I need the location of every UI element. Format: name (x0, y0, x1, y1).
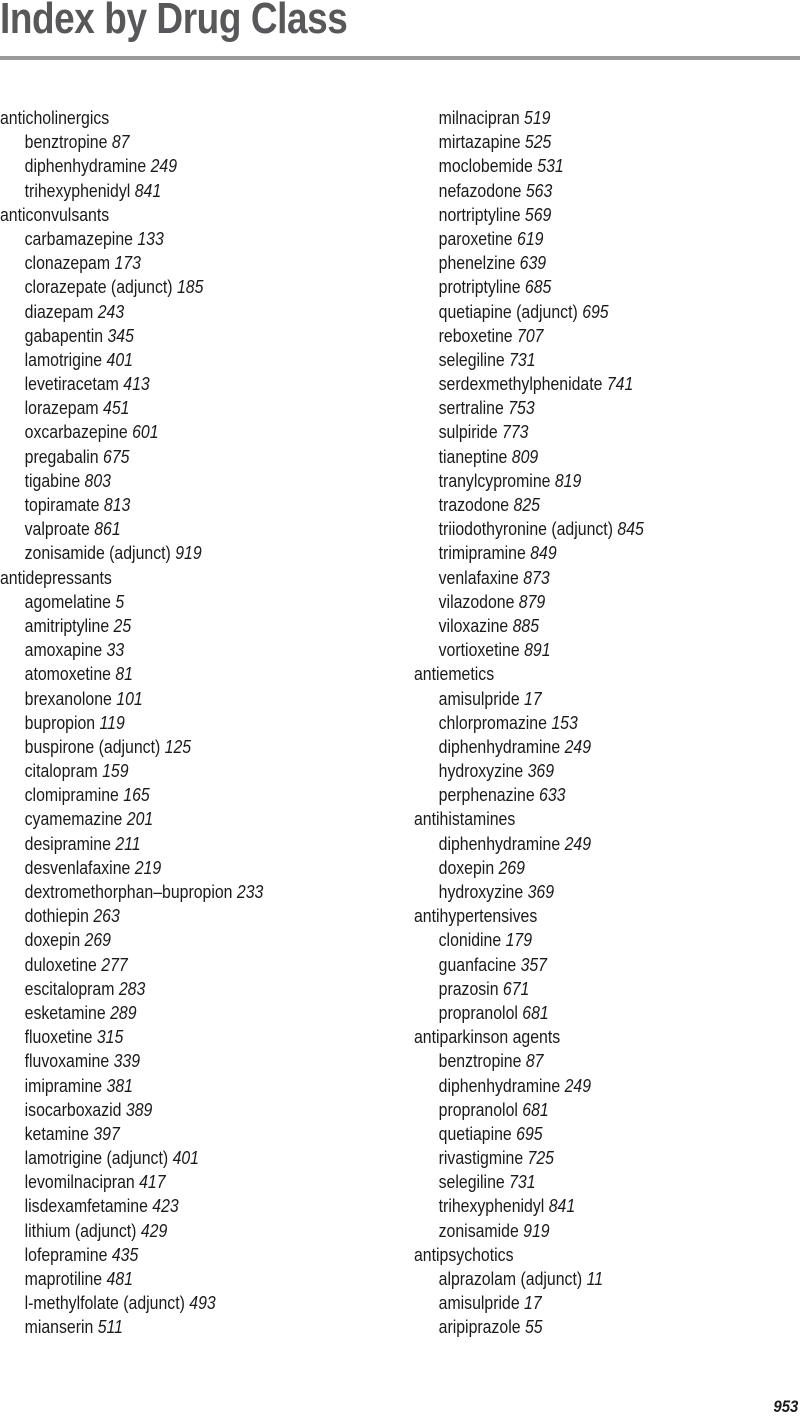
drug-name: desipramine (24, 833, 111, 854)
page-ref: 773 (502, 422, 529, 443)
drug-name: diphenhydramine (438, 1075, 561, 1096)
drug-name: tigabine (24, 470, 81, 491)
drug-name: levetiracetam (24, 374, 119, 395)
index-entry (0, 1267, 263, 1291)
index-entry (0, 759, 263, 783)
index-entry (0, 687, 263, 711)
index-entry (0, 807, 263, 831)
page-ref: 731 (509, 1172, 536, 1193)
drug-name: sertraline (438, 398, 504, 419)
page-ref: 243 (97, 301, 125, 322)
page-ref: 695 (516, 1123, 543, 1144)
index-entry (0, 275, 263, 299)
drug-name: doxepin (438, 857, 495, 878)
index-entry (414, 493, 644, 517)
index-entry (414, 372, 644, 396)
index-entry (0, 783, 263, 807)
page-ref: 753 (508, 398, 535, 419)
drug-name: fluoxetine (24, 1027, 93, 1048)
page-number: 953 (773, 1397, 798, 1416)
page-ref: 87 (525, 1051, 544, 1072)
index-entry (0, 541, 263, 565)
page-ref: 249 (564, 1075, 592, 1096)
drug-name: trihexyphenidyl (24, 180, 131, 201)
index-entry (0, 1194, 263, 1218)
index-entry (0, 856, 263, 880)
page-ref: 451 (103, 398, 130, 419)
index-entry (0, 1122, 263, 1146)
drug-name: trazodone (438, 495, 510, 515)
page-ref: 381 (106, 1075, 133, 1096)
drug-name: clorazepate (adjunct) (24, 277, 173, 298)
index-entry (414, 541, 644, 565)
index-entry (0, 420, 263, 444)
page-ref: 429 (140, 1220, 168, 1241)
drug-name: escitalopram (24, 978, 115, 999)
page-ref: 493 (189, 1293, 216, 1314)
drug-name: diphenhydramine (438, 833, 561, 854)
index-entry (0, 590, 263, 614)
index-entry (414, 1170, 644, 1194)
index-entry (0, 1098, 263, 1122)
index-entry (414, 711, 644, 735)
page-ref: 885 (512, 615, 540, 636)
category-heading: antihypertensives (414, 906, 538, 927)
page-ref: 125 (164, 736, 192, 757)
page-ref: 315 (96, 1027, 124, 1048)
page-ref: 819 (554, 470, 582, 491)
drug-name: duloxetine (24, 954, 97, 975)
category-heading: antidepressants (0, 567, 112, 588)
drug-name: rivastigmine (438, 1148, 524, 1169)
page-ref: 803 (84, 470, 111, 491)
page-ref: 5 (115, 591, 125, 612)
drug-name: amisulpride (438, 1293, 520, 1314)
page-ref: 681 (522, 1002, 549, 1023)
index-entry (414, 1194, 644, 1218)
index-entry (414, 1315, 644, 1339)
drug-name: vilazodone (438, 591, 515, 612)
drug-name: diphenhydramine (438, 736, 561, 757)
drug-name: serdexmethylphenidate (438, 374, 603, 395)
page-ref: 841 (134, 180, 162, 201)
page-ref: 417 (139, 1172, 166, 1193)
page-ref: 725 (527, 1148, 555, 1169)
page-ref: 269 (84, 930, 111, 951)
page-ref: 17 (524, 1293, 542, 1314)
index-entry (0, 832, 263, 856)
index-entry (414, 590, 644, 614)
page-ref: 671 (502, 978, 530, 999)
index-entry (414, 638, 644, 662)
page-ref: 401 (172, 1148, 200, 1169)
page-ref: 249 (564, 736, 592, 757)
index-entry (0, 227, 263, 251)
index-entry (414, 348, 644, 372)
drug-name: prazosin (438, 978, 499, 999)
page-ref: 481 (106, 1269, 133, 1289)
index-entry (0, 445, 263, 469)
index-column-right (414, 106, 675, 1340)
drug-name: mianserin (24, 1317, 94, 1338)
drug-name: oxcarbazepine (24, 422, 128, 443)
index-entry (0, 179, 263, 203)
drug-name: carbamazepine (24, 228, 133, 249)
drug-name: lamotrigine (24, 349, 103, 370)
page-ref: 731 (509, 349, 536, 370)
drug-name: clonidine (438, 930, 502, 951)
drug-name: quetiapine (adjunct) (438, 301, 578, 322)
index-entry (414, 300, 644, 324)
category-heading: anticonvulsants (0, 204, 110, 225)
index-entry (0, 638, 263, 662)
drug-name: reboxetine (438, 325, 513, 346)
drug-name: propranolol (438, 1002, 518, 1023)
index-entry (414, 179, 644, 203)
drug-name: amitriptyline (24, 615, 110, 636)
index-entry (0, 1001, 263, 1025)
index-entry (0, 735, 263, 759)
page-ref: 283 (118, 978, 146, 999)
index-entry (414, 880, 644, 904)
drug-name: valproate (24, 519, 90, 540)
index-entry (0, 517, 263, 541)
page-ref: 153 (551, 712, 578, 733)
index-entry (0, 1291, 263, 1315)
index-entry (0, 396, 263, 420)
index-entry (414, 759, 644, 783)
drug-name: hydroxyzine (438, 761, 524, 782)
drug-name: lithium (adjunct) (24, 1220, 137, 1241)
page-ref: 81 (115, 664, 133, 685)
page-ref: 675 (103, 446, 130, 467)
page-ref: 133 (137, 228, 164, 249)
index-entry (0, 1170, 263, 1194)
drug-name: levomilnacipran (24, 1172, 135, 1193)
drug-name: trimipramine (438, 543, 526, 564)
index-entry (414, 1122, 644, 1146)
page-ref: 233 (236, 882, 264, 902)
page-ref: 825 (513, 495, 540, 515)
index-entry (414, 783, 644, 807)
page-ref: 845 (617, 519, 644, 540)
index-entry (414, 203, 644, 227)
drug-name: trihexyphenidyl (438, 1196, 545, 1217)
category-heading: antiparkinson agents (414, 1027, 561, 1048)
drug-name: triiodothyronine (adjunct) (438, 519, 613, 540)
index-entry (414, 1219, 644, 1243)
drug-name: tianeptine (438, 446, 508, 467)
drug-name: chlorpromazine (438, 712, 547, 733)
category-heading: antihistamines (414, 809, 516, 830)
drug-name: nefazodone (438, 180, 522, 201)
page-ref: 185 (176, 277, 204, 298)
index-entry (0, 711, 263, 735)
page-ref: 179 (505, 930, 533, 951)
drug-name: viloxazine (438, 615, 509, 636)
drug-name: l-methylfolate (adjunct) (24, 1293, 185, 1314)
drug-name: doxepin (24, 930, 81, 951)
index-entry (0, 493, 263, 517)
page-ref: 397 (93, 1123, 120, 1144)
drug-name: lamotrigine (adjunct) (24, 1148, 169, 1169)
drug-name: nortriptyline (438, 204, 521, 225)
page-ref: 891 (524, 640, 551, 661)
category-heading: antiemetics (414, 664, 495, 685)
drug-name: diazepam (24, 301, 94, 322)
page-ref: 435 (111, 1244, 139, 1265)
page-ref: 861 (94, 519, 121, 540)
drug-name: mirtazapine (438, 132, 521, 153)
page-ref: 369 (527, 882, 555, 902)
drug-name: lisdexamfetamine (24, 1196, 148, 1217)
drug-name: phenelzine (438, 253, 516, 274)
page-ref: 423 (152, 1196, 179, 1217)
index-entry (0, 1049, 263, 1073)
index-entry (0, 1315, 263, 1339)
drug-name: clonazepam (24, 253, 111, 274)
index-entry (414, 735, 644, 759)
page-ref: 633 (539, 785, 566, 806)
page-ref: 879 (518, 591, 546, 612)
drug-name: bupropion (24, 712, 96, 733)
index-entry (0, 662, 263, 686)
drug-name: benztropine (24, 132, 108, 153)
page-ref: 173 (114, 253, 141, 274)
category-heading: antipsychotics (414, 1244, 514, 1265)
drug-name: lofepramine (24, 1244, 108, 1265)
index-entry (414, 1267, 644, 1291)
page-ref: 263 (93, 906, 120, 927)
drug-name: vortioxetine (438, 640, 520, 661)
drug-name: diphenhydramine (24, 156, 147, 177)
index-entry (414, 977, 644, 1001)
index-entry (0, 300, 263, 324)
drug-name: protriptyline (438, 277, 521, 298)
page-ref: 277 (101, 954, 128, 975)
index-entry (414, 130, 644, 154)
page-ref: 841 (548, 1196, 576, 1217)
page-ref: 269 (498, 857, 525, 878)
drug-name: agomelatine (24, 591, 111, 612)
index-entry (0, 372, 263, 396)
index-entry (0, 1074, 263, 1098)
drug-name: fluvoxamine (24, 1051, 110, 1072)
page-ref: 813 (103, 495, 131, 515)
page-ref: 165 (123, 785, 150, 806)
index-entry (414, 396, 644, 420)
drug-name: hydroxyzine (438, 882, 524, 902)
index-entry (414, 832, 644, 856)
page-ref: 601 (132, 422, 159, 443)
index-entry (0, 1146, 263, 1170)
page-ref: 101 (116, 688, 143, 709)
index-entry (414, 1098, 644, 1122)
page-ref: 159 (102, 761, 129, 782)
page-ref: 695 (582, 301, 609, 322)
page-ref: 249 (564, 833, 592, 854)
drug-name: imipramine (24, 1075, 103, 1096)
drug-name: tranylcypromine (438, 470, 551, 491)
index-entry (0, 251, 263, 275)
drug-name: amisulpride (438, 688, 520, 709)
index-entry (414, 566, 644, 590)
page-ref: 619 (517, 228, 544, 249)
page-ref: 33 (106, 640, 125, 661)
page-ref: 55 (524, 1317, 543, 1338)
drug-name: paroxetine (438, 228, 513, 249)
index-entry (0, 348, 263, 372)
index-entry (414, 324, 644, 348)
drug-name: dextromethorphan–bupropion (24, 882, 233, 902)
index-entry (0, 469, 263, 493)
index-entry (0, 904, 263, 928)
page-title: Index by Drug Class (0, 0, 348, 43)
page-ref: 413 (123, 374, 150, 395)
page-ref: 531 (537, 156, 564, 177)
index-entry (414, 445, 644, 469)
drug-name: perphenazine (438, 785, 535, 806)
drug-name: clomipramine (24, 785, 119, 806)
index-entry (414, 275, 644, 299)
index-entry (0, 928, 263, 952)
drug-name: zonisamide (438, 1220, 519, 1241)
index-column-left (0, 106, 299, 1340)
page-ref: 873 (523, 567, 550, 588)
page-ref: 741 (606, 374, 634, 395)
page-ref: 87 (111, 132, 130, 153)
drug-name: gabapentin (24, 325, 104, 346)
page-ref: 685 (524, 277, 552, 298)
index-entry (414, 856, 644, 880)
drug-name: topiramate (24, 495, 100, 515)
page-ref: 11 (586, 1269, 604, 1289)
drug-name: venlafaxine (438, 567, 519, 588)
drug-name: dothiepin (24, 906, 89, 927)
drug-name: pregabalin (24, 446, 99, 467)
index-entry (0, 880, 263, 904)
index-entry (414, 1049, 644, 1073)
page-ref: 707 (517, 325, 544, 346)
index-entry (0, 154, 263, 178)
index-entry (414, 1001, 644, 1025)
index-entry (0, 1243, 263, 1267)
page-ref: 809 (511, 446, 539, 467)
drug-name: guanfacine (438, 954, 517, 975)
drug-name: propranolol (438, 1099, 518, 1120)
drug-name: buspirone (adjunct) (24, 736, 161, 757)
page-ref: 519 (524, 108, 551, 128)
drug-name: isocarboxazid (24, 1099, 122, 1120)
index-entry (0, 977, 263, 1001)
title-rule (0, 56, 800, 60)
drug-name: atomoxetine (24, 664, 111, 685)
drug-name: milnacipran (438, 108, 520, 128)
drug-name: moclobemide (438, 156, 533, 177)
page-ref: 525 (524, 132, 552, 153)
page-ref: 119 (99, 712, 125, 733)
page-ref: 389 (125, 1099, 153, 1120)
page-ref: 511 (97, 1317, 123, 1338)
drug-name: desvenlafaxine (24, 857, 131, 878)
page-ref: 201 (126, 809, 154, 830)
drug-name: selegiline (438, 1172, 505, 1193)
drug-name: quetiapine (438, 1123, 512, 1144)
index-entry (414, 953, 644, 977)
index-entry (0, 1219, 263, 1243)
drug-name: alprazolam (adjunct) (438, 1269, 583, 1289)
page-ref: 219 (134, 857, 162, 878)
drug-name: esketamine (24, 1002, 106, 1023)
index-entry (414, 154, 644, 178)
index-entry (414, 687, 644, 711)
drug-name: brexanolone (24, 688, 112, 709)
page-ref: 563 (525, 180, 553, 201)
page-ref: 211 (115, 833, 141, 854)
page-ref: 401 (106, 349, 133, 370)
index-entry (414, 614, 644, 638)
drug-name: cyamemazine (24, 809, 123, 830)
page-ref: 357 (520, 954, 548, 975)
page-ref: 681 (522, 1099, 549, 1120)
page-ref: 249 (150, 156, 178, 177)
page-ref: 289 (110, 1002, 137, 1023)
drug-name: maprotiline (24, 1269, 103, 1289)
index-entry (414, 469, 644, 493)
drug-name: benztropine (438, 1051, 522, 1072)
page-ref: 369 (527, 761, 555, 782)
index-entry (414, 420, 644, 444)
page-ref: 639 (519, 253, 547, 274)
drug-name: amoxapine (24, 640, 103, 661)
index-entry (414, 251, 644, 275)
page-ref: 345 (107, 325, 134, 346)
drug-name: sulpiride (438, 422, 498, 443)
index-entry (414, 106, 644, 130)
index-entry (0, 614, 263, 638)
page-ref: 25 (113, 615, 132, 636)
index-entry (414, 227, 644, 251)
index-entry (0, 1025, 263, 1049)
index-entry (414, 928, 644, 952)
drug-name: zonisamide (adjunct) (24, 543, 171, 564)
index-entry (0, 130, 263, 154)
drug-name: citalopram (24, 761, 98, 782)
index-entry (0, 953, 263, 977)
page-ref: 919 (175, 543, 202, 564)
page-ref: 569 (524, 204, 552, 225)
index-entry (414, 1074, 644, 1098)
index-entry (0, 324, 263, 348)
category-heading: anticholinergics (0, 108, 110, 128)
index-entry (414, 517, 644, 541)
page-ref: 919 (523, 1220, 550, 1241)
page-ref: 849 (530, 543, 557, 564)
index-entry (414, 1146, 644, 1170)
page-ref: 339 (113, 1051, 141, 1072)
page-ref: 17 (524, 688, 542, 709)
index-entry (414, 1291, 644, 1315)
drug-name: aripiprazole (438, 1317, 521, 1338)
drug-name: selegiline (438, 349, 505, 370)
drug-name: lorazepam (24, 398, 99, 419)
drug-name: ketamine (24, 1123, 89, 1144)
